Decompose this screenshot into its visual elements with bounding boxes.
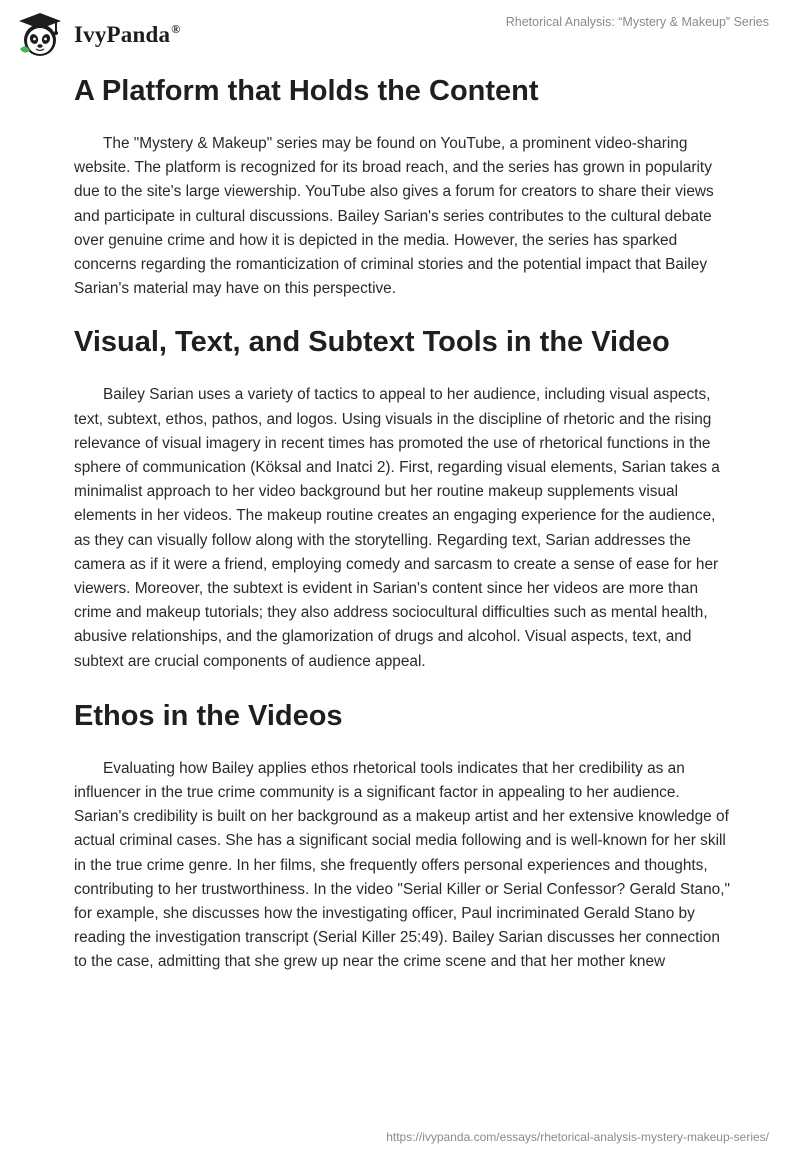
document-title: Rhetorical Analysis: “Mystery & Makeup” Series: [505, 15, 769, 29]
page-header: [0, 0, 800, 70]
section-paragraph-platform: The "Mystery & Makeup" series may be found on YouTube, a prominent video-sharing website. The platform is recognized for its broad reach, and the series has grown in popularity due to the site's large viewership. YouTube also gives a forum for creators to share their views and participate in cultural discussions. Bailey Sarian's series contributes to the cultural debate over genuine crime and how it is depicted in the media. However, the series has sparked concerns regarding the romanticization of criminal stories and the potential impact that Bailey Sarian's material may have on this perspective.: [74, 135, 714, 298]
section-paragraph-visual-tools: Bailey Sarian uses a variety of tactics to appeal to her audience, including visual aspects, text, subtext, ethos, pathos, and logos. Using visuals in the discipline of rhetoric and the rising relevance of visual imagery in recent times has promoted the use of rhetorical functions in the sphere of communication (Köksal and Inatci 2). First, regarding visual elements, Sarian takes a minimalist approach to her video background but her routine makeup supplements visual elements in her videos. The makeup routine creates an engaging experience for the audience, as they can visually follow along with the storytelling. Regarding text, Sarian addresses the camera as if it were a friend, employing comedy and sarcasm to create a sense of ease for her viewers. Moreover, the subtext is evident in Sarian's content since her videos are more than crime and makeup tutorials; they also address sociocultural difficulties such as mental health, abusive relationships, and the glamorization of drugs and alcohol. Visual aspects, text, and subtext are crucial components of audience appeal.: [74, 386, 720, 670]
panda-graduate-icon: [14, 9, 66, 61]
article-body: [74, 74, 734, 975]
section-heading-ethos: Ethos in the Videos: [74, 699, 343, 732]
section-heading-platform: A Platform that Holds the Content: [74, 75, 539, 107]
brand-name: IvyPanda®: [74, 22, 181, 47]
section-heading-visual-tools: Visual, Text, and Subtext Tools in the Video: [74, 326, 670, 359]
brand-logo[interactable]: [14, 9, 180, 61]
section-paragraph-ethos: Evaluating how Bailey applies ethos rhetorical tools indicates that her credibility as an influencer in the true crime community is a significant factor in appealing to her audience. Sarian's credibility is built on her background as a makeup artist and her extensive knowledge of actual criminal cases. She has a significant social media following and is well-known for her skill in the true crime genre. In her films, she frequently offers personal experiences and thoughts, contributing to her trustworthiness. In the video "Serial Killer or Serial Confessor? Gerald Stano," for example, she discusses how the investigating officer, Paul incriminated Gerald Stano by reading the investigation transcript (Serial Killer 25:49). Bailey Sarian discusses her connection to the case, admitting that she grew up near the crime scene and that her mother knew: [74, 759, 730, 971]
source-url[interactable]: https://ivypanda.com/essays/rhetorical-analysis-mystery-makeup-series/: [386, 1130, 769, 1144]
